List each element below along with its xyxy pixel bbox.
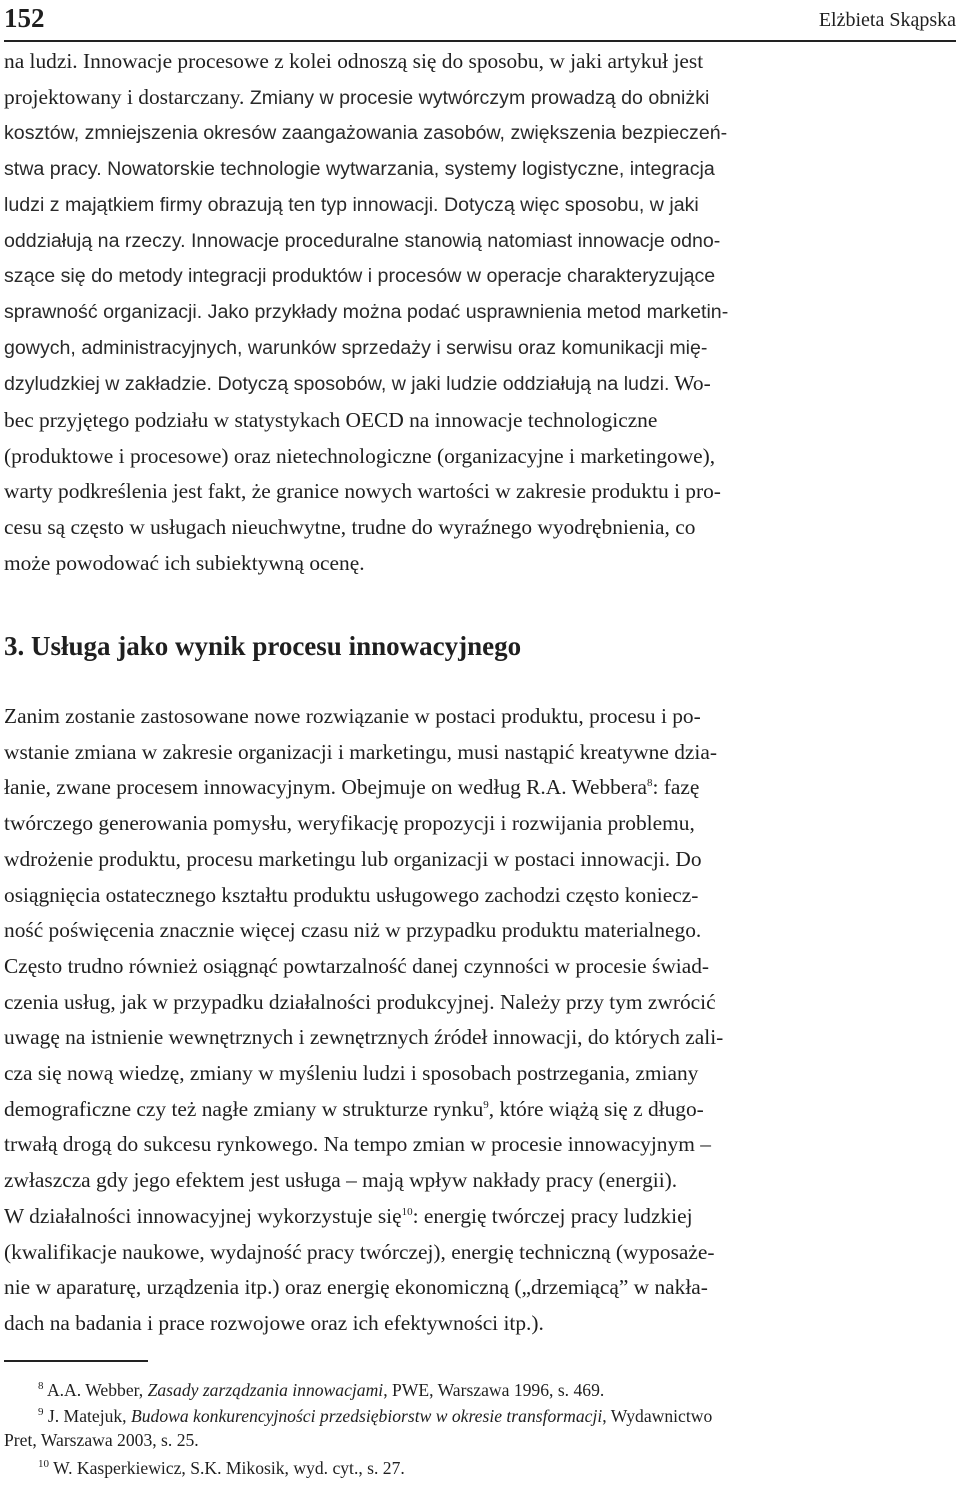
text-line: dach na badania i prace rozwojowe oraz ich efektywności itp.). — [4, 1310, 544, 1335]
text-line: cza się nową wiedzę, zmiany w myśleniu ludzi i sposobach postrzegania, zmiany — [4, 1061, 699, 1086]
footnote-ref-9[interactable]: 9 — [483, 1098, 489, 1111]
text-line: dzyludzkiej w zakładzie. Dotyczą sposobów, w jaki ludzie oddziałują na ludzi. Wo- — [4, 371, 711, 396]
text-line: projektowany i dostarczany. Zmiany w procesie wytwórczym prowadzą do obniżki — [4, 84, 710, 109]
footnote-number: 10 — [38, 1458, 49, 1471]
running-head-author: Elżbieta Skąpska — [818, 9, 956, 31]
text-line: zwłaszcza gdy jego efektem jest usługa – mają wpływ nakłady pracy (energii). — [4, 1168, 678, 1193]
text-line: cesu są często w usługach nieuchwytne, trudne do wyraźnego wyodrębnienia, co — [4, 515, 696, 540]
text-line: może powodować ich subiektywną ocenę. — [4, 550, 365, 575]
footnote-ref-10[interactable]: 10 — [401, 1205, 413, 1218]
text-line: osiągnięcia ostatecznego kształtu produktu usługowego zachodzi często koniecz- — [4, 882, 699, 907]
text-line: kosztów, zmniejszenia okresów zaangażowania zasobów, zwiększenia bezpieczeń- — [4, 122, 728, 145]
page-number: 152 — [4, 3, 45, 33]
text-line: warty podkreślenia jest fakt, że granice nowych wartości w zakresie produktu i pro- — [4, 479, 721, 504]
footnote-title: Budowa konkurencyjności przedsiębiorstw w okresie transformacji — [130, 1406, 603, 1426]
text-line: twórczego generowania pomysłu, weryfikację propozycji i rozwijania problemu, — [4, 811, 695, 836]
text-line: ludzi z majątkiem firmy obrazują ten typ innowacji. Dotyczą więc sposobu, w jaki — [4, 193, 699, 216]
footnote-9: $^9$ J. Matejuk, Budowa konkurencyjności przedsiębiorstw w okresie transformacji, Wydawnictwo Pret, Warszawa 2003, s. 25. — [4, 1406, 713, 1450]
text-line: uwagę na istnienie wewnętrznych i zewnętrznych źródeł innowacji, do których zali- — [4, 1025, 724, 1050]
text-line: ność poświęcenia znacznie więcej czasu niż w przypadku produktu materialnego. — [4, 918, 702, 943]
body-paragraph-2 — [4, 699, 954, 1342]
footnote-title: Zasady zarządzania innowacjami — [147, 1380, 384, 1400]
text-line: (produktowe i procesowe) oraz nietechnologiczne (organizacyjne i marketingowe), — [4, 443, 716, 468]
footnote-number: 9 — [38, 1406, 44, 1419]
footnote-8: $^8$ A.A. Webber, Zasady zarządzania innowacjami, PWE, Warszawa 1996, s. 469. — [38, 1380, 605, 1400]
text-line: gowych, administracyjnych, warunków sprzedaży i serwisu oraz komunikacji mię- — [4, 336, 708, 359]
text-line: bec przyjętego podziału w statystykach OECD na innowacje technologiczne — [4, 408, 658, 433]
text-line: sprawność organizacji. Jako przykłady można podać usprawnienia metod marketin- — [4, 300, 729, 323]
text-line: na ludzi. Innowacje procesowe z kolei odnoszą się do sposobu, w jaki artykuł jest — [4, 49, 704, 73]
text-line: czenia usług, jak w przypadku działalności produkcyjnej. Należy przy tym zwrócić — [4, 989, 716, 1014]
text-line: trwałą drogą do sukcesu rynkowego. Na tempo zmian w procesie innowacyjnym – — [4, 1132, 711, 1157]
text-line: Zanim zostanie zastosowane nowe rozwiązanie w postaci produktu, procesu i po- — [4, 704, 701, 728]
text-line: łanie, zwane procesem innowacyjnym. Obejmuje on według R.A. Webbera$^8$: fazę — [4, 775, 700, 800]
body-paragraph-1 — [4, 44, 954, 582]
text-line: szące się do metody integracji produktów i procesów w operacje charakteryzujące — [4, 265, 716, 288]
text-line: oddziałują na rzeczy. Innowacje proceduralne stanowią natomiast innowacje odno- — [4, 229, 721, 252]
text-line: demograficzne czy też nagłe zmiany w strukturze rynku$^9$, które wiążą się z długo- — [4, 1096, 704, 1121]
footnote-10: $^{10}$ W. Kasperkiewicz, S.K. Mikosik, wyd. cyt., s. 27. — [38, 1458, 405, 1478]
section-heading: 3. Usługa jako wynik procesu innowacyjnego — [4, 631, 522, 661]
text-line: stwa pracy. Nowatorskie technologie wytwarzania, systemy logistyczne, integracja — [4, 158, 715, 181]
text-line: wdrożenie produktu, procesu marketingu lub organizacji w postaci innowacji. Do — [4, 846, 702, 871]
text-line: W działalności innowacyjnej wykorzystuje się$^{10}$: energię twórczej pracy ludzkiej — [4, 1203, 693, 1228]
text-line: wstanie zmiana w zakresie organizacji i marketingu, musi nastąpić kreatywne dzia- — [4, 739, 717, 764]
text-line: (kwalifikacje naukowe, wydajność pracy twórczej), energię techniczną (wyposaże- — [4, 1239, 715, 1264]
footnote-ref-8[interactable]: 8 — [646, 777, 653, 790]
footnote-number: 8 — [38, 1380, 44, 1393]
footnote-separator — [4, 1360, 148, 1362]
page-header — [4, 0, 956, 42]
text-line: nie w aparaturę, urządzenia itp.) oraz energię ekonomiczną („drzemiącą” w nakła- — [4, 1275, 708, 1300]
text-line: Często trudno również osiągnąć powtarzalność danej czynności w procesie świad- — [4, 953, 710, 978]
